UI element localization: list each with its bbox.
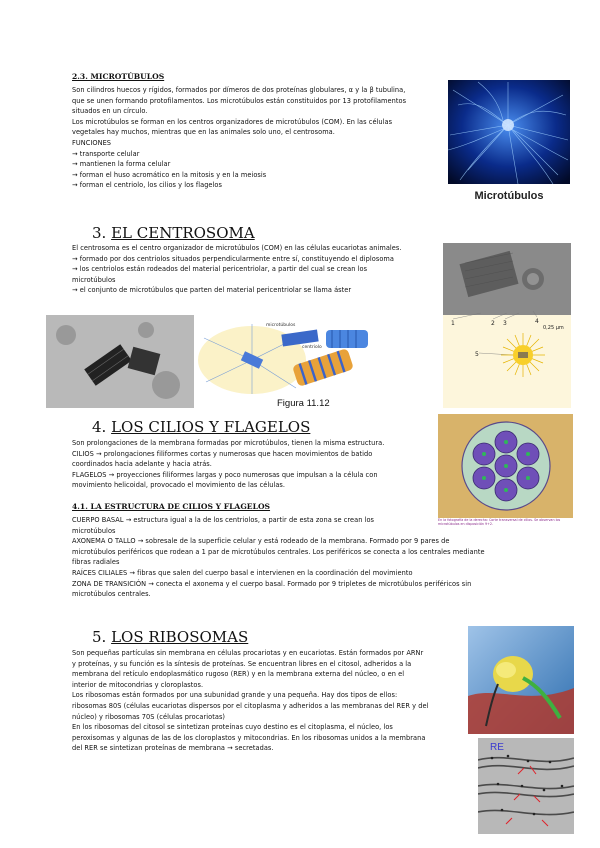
reticulo-em-image bbox=[478, 738, 574, 834]
text-line: → transporte celular bbox=[72, 149, 140, 158]
diagram-label-microtubulos: microtúbulos bbox=[266, 323, 296, 328]
microtubulos-image bbox=[448, 80, 570, 206]
text-line: → mantienen la forma celular bbox=[72, 160, 171, 169]
section-title: LOS CILIOS Y FLAGELOS bbox=[111, 418, 311, 436]
text-line: Son prolongaciones de la membrana formadas por microtúbulos, tienen la misma estructura. bbox=[72, 439, 385, 447]
centriolo-micrografia bbox=[46, 315, 194, 408]
text-line: Son cilindros huecos y rígidos, formados por dímeros de dos proteínas globulares, α y la β tubulina, bbox=[72, 86, 406, 94]
ribosoma-3d-image bbox=[468, 626, 574, 734]
text-line: → los centriolos están rodeados del material pericentriolar, a partir del cual se crean los bbox=[72, 265, 368, 274]
text-line: → formado por dos centriolos situados perpendicularmente entre sí, constituyendo el diplosoma bbox=[72, 254, 394, 263]
text-line: núcleo) y ribosomas 70S (células procariotas) bbox=[72, 712, 226, 721]
text-line: movimiento helicoidal, provocado el movimiento de las células. bbox=[72, 481, 286, 490]
text-line: microtúbulos bbox=[72, 526, 116, 535]
text-line: y proteínas, y su función es la síntesis de proteínas. Se encuentran libres en el citosol, adheridos a la bbox=[72, 659, 412, 668]
centrosoma-text bbox=[72, 243, 434, 296]
section-title: LOS RIBOSOMAS bbox=[111, 628, 249, 646]
cilios-image-caption: En la fotografía de la derecha: Corte transversal de cilios. Se observan los microtúbulos en disposición 9+2. bbox=[438, 518, 561, 526]
text-line: Los microtúbulos se forman en los centros organizadores de microtúbulos (COM). En las células bbox=[72, 117, 393, 126]
centriolo-diagrama bbox=[196, 318, 442, 396]
text-line: interior de mitocondrias y cloroplastos. bbox=[72, 680, 204, 689]
subsection-heading-estructura: 4.1. LA ESTRUCTURA DE CILIOS Y FLAGELOS bbox=[72, 502, 271, 511]
section-heading-ribosomas bbox=[92, 628, 248, 646]
text-line: El centrosoma es el centro organizador de microtúbulos (COM) en las células eucariotas animales. bbox=[72, 244, 402, 252]
diagram-label-2: 2 bbox=[491, 320, 495, 327]
text-line: En los ribosomas del citosol se sintetizan proteínas cuyo destino es el citoplasma, el núcleo, los bbox=[72, 723, 393, 732]
text-line: RAÍCES CILIALES → fibras que salen del cuerpo basal e intervienen en la coordinación del movimiento bbox=[72, 568, 413, 577]
text-line: que se unen formando protofilamentos. Los microtúbulos están constituidos por 13 protofilamentos bbox=[72, 96, 407, 105]
section-title: EL CENTROSOMA bbox=[111, 224, 255, 242]
text-line: AXONEMA O TALLO → sobresale de la superficie celular y está rodeado de la membrana. Formado por 9 pares de bbox=[72, 537, 450, 546]
diagram-label-4: 4 bbox=[535, 318, 539, 325]
text-line: ribosomas 80S (células eucariotas dispersos por el citoplasma y adheridos a las membranas del RER y del bbox=[72, 701, 429, 710]
text-line: → forman el huso acromático en la mitosis y en la meiosis bbox=[72, 170, 267, 179]
section-heading-cilios bbox=[92, 418, 310, 436]
text-line: membrana del retículo endoplasmático rugoso (RER) y en la membrana externa del núcleo, o en el bbox=[72, 670, 405, 679]
cilios-corte-image bbox=[438, 414, 573, 532]
figure-caption: Figura 11.12 bbox=[277, 398, 330, 409]
text-line: FUNCIONES bbox=[72, 138, 112, 147]
diagram-label-centriolo: centriolo bbox=[302, 345, 322, 350]
text-line: ZONA DE TRANSICIÓN → conecta el axonema y el cuerpo basal. Formado por 9 tripletes de microtúbulos periféricos sin bbox=[72, 579, 472, 588]
text-line: peroxisomas y algunas de las de los cloroplastos y mitocondrias. En los ribosomas unidos a la membrana bbox=[72, 733, 426, 742]
section-number: 4. bbox=[92, 418, 107, 436]
text-line: microtúbulos centrales. bbox=[72, 590, 151, 599]
text-line: situados en un círculo. bbox=[72, 107, 148, 116]
diagram-label-1: 1 bbox=[451, 320, 455, 327]
section-heading-microtubulos: 2.3. MICROTÚBULOS bbox=[72, 72, 165, 81]
text-line: microtúbulos bbox=[72, 275, 116, 284]
diagram-label-5: 5 bbox=[475, 351, 479, 358]
section-number: 3. bbox=[92, 224, 107, 242]
text-line: CUERPO BASAL → estructura igual a la de los centriolos, a partir de esta zona se crean los bbox=[72, 516, 375, 524]
text-line: CILIOS → prolongaciones filiformes cortas y numerosas que hacen movimientos de batido bbox=[72, 449, 373, 458]
text-line: microtúbulos periféricos que rodean a 1 par de microtúbulos centrales. Los periféricos se conecta a los centrales mediante bbox=[72, 547, 485, 556]
text-line: vegetales hay muchos, mientras que en las animales solo uno, el centrosoma. bbox=[72, 128, 335, 137]
text-line: Los ribosomas están formados por una subunidad grande y una pequeña. Hay dos tipos de ellos: bbox=[72, 691, 398, 700]
section-heading-centrosoma bbox=[92, 224, 255, 242]
text-line: → forman el centriolo, los cilios y los flagelos bbox=[72, 181, 222, 190]
microtubulos-text bbox=[72, 85, 444, 191]
text-line: fibras radiales bbox=[72, 558, 120, 567]
text-line: coordinados hacia adelante y hacia atrás. bbox=[72, 460, 212, 469]
text-line: del RER se sintetizan proteínas de membrana → secretadas. bbox=[72, 744, 274, 753]
cilios-text bbox=[72, 438, 434, 491]
microtubulos-image-caption: Microtúbulos bbox=[474, 190, 544, 202]
diagram-scale-label: 0,25 μm bbox=[543, 325, 564, 331]
text-line: FLAGELOS → proyecciones filiformes largas y poco numerosas que impulsan a la célula con bbox=[72, 470, 378, 479]
diagram-label-3: 3 bbox=[503, 320, 507, 327]
re-label: RE bbox=[490, 742, 504, 753]
section-number: 5. bbox=[92, 628, 107, 646]
text-line: → el conjunto de microtúbulos que parten del material pericentriolar se llama áster bbox=[72, 286, 352, 295]
text-line: Son pequeñas partículas sin membrana en células procariotas y en eucariotas. Están formados por ARNr bbox=[72, 649, 424, 657]
centrosoma-em-image bbox=[443, 243, 571, 408]
ribosomas-text bbox=[72, 648, 457, 754]
